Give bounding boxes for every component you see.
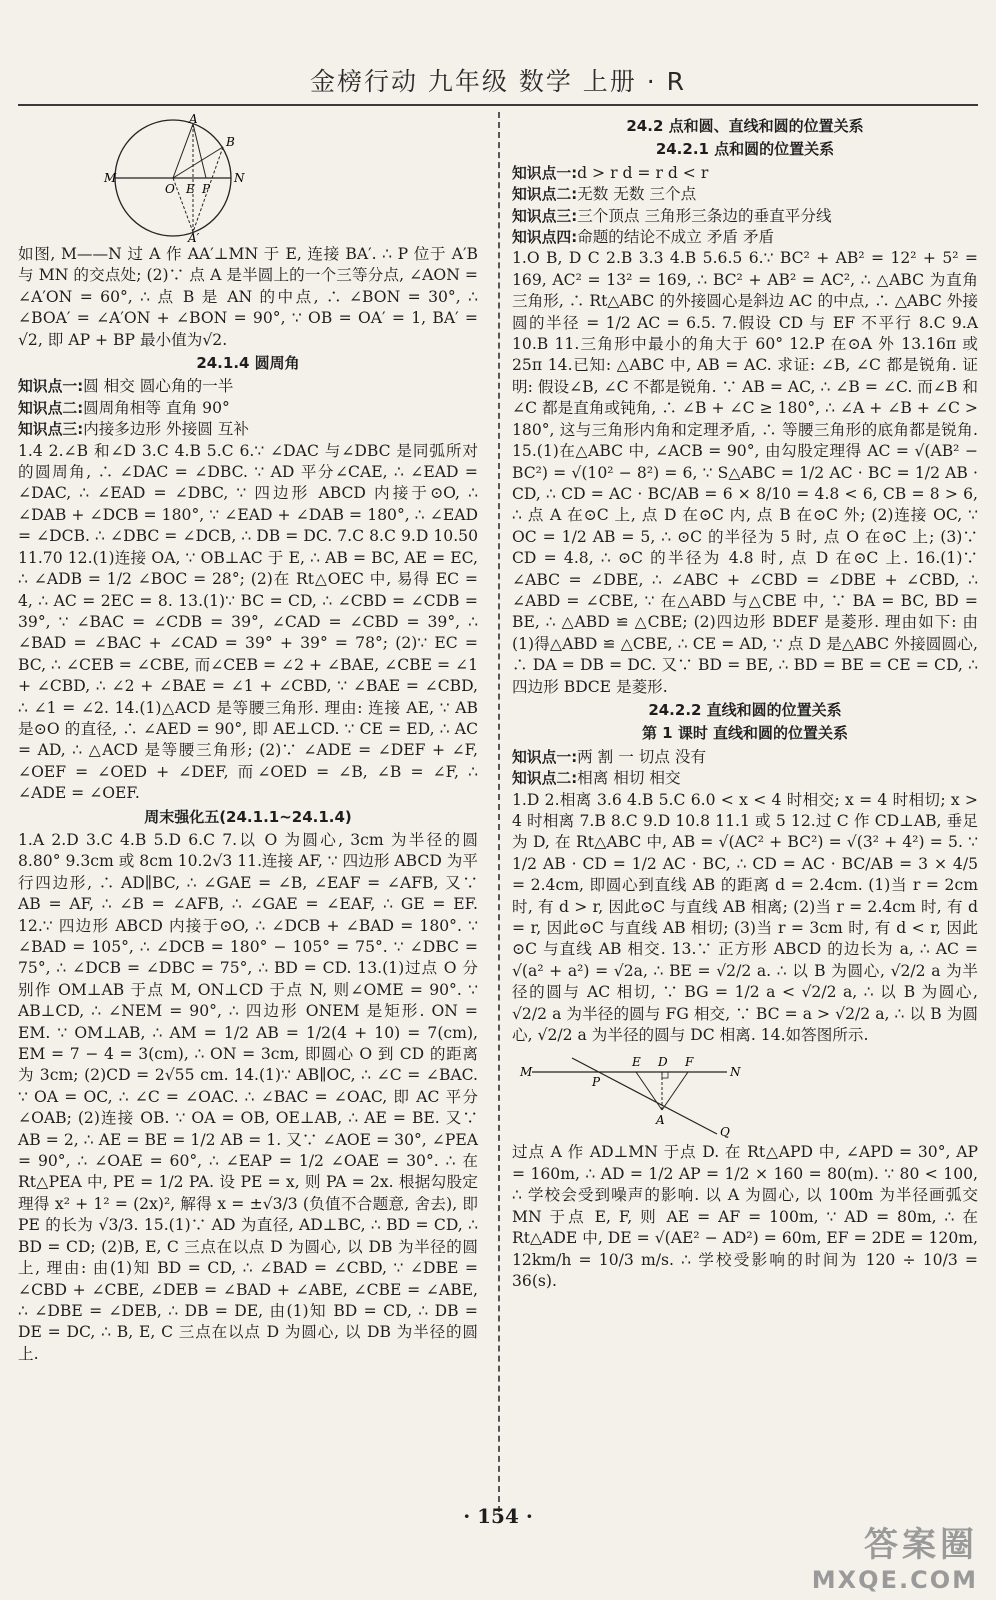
fig2-label-d: D xyxy=(658,1055,668,1070)
kp-text: 内接多边形 外接圆 互补 xyxy=(83,420,249,439)
section-title-weekend-review: 周末强化五(24.1.1~24.1.4) xyxy=(144,807,352,826)
page-header: 金榜行动 九年级 数学 上册 · R xyxy=(309,67,687,96)
kp-text: 无数 无数 三个点 xyxy=(577,185,697,204)
kp-label: 知识点三: xyxy=(18,421,84,439)
kp-text: 相离 相切 相交 xyxy=(577,769,681,788)
fig2-label-q: Q xyxy=(720,1125,730,1139)
kp-label: 知识点一: xyxy=(18,378,84,396)
fig2-label-e: E xyxy=(632,1055,641,1070)
road-figure xyxy=(512,1050,742,1138)
fig2-label-p: P xyxy=(592,1075,601,1090)
fig2-label-m: M xyxy=(520,1065,533,1080)
fig2-label-n: N xyxy=(730,1065,741,1080)
header-rule xyxy=(18,104,978,106)
section-title-inscribed-angle: 24.1.4 圆周角 xyxy=(196,354,300,373)
intro-answer: 如图, M——N 过 A 作 AA′⊥MN 于 E, 连接 BA′. ∴ P 位于 A′B 与 MN 的交点处; (2)∵ 点 A 是半圆上的一个三等分点, ∠AON = ∠A′ON = 60°, ∴ 点 B 是 AN 的中点, ∴ ∠BON = 30°, ∴ ∠BOA′ = ∠A′ON + ∠BON = 90°, ∵ OB = OA′ = 1, BA′ = √2, 即 AP + BP 最小值为√2. xyxy=(18,245,478,349)
kp-label: 知识点二: xyxy=(512,770,578,788)
kp-text: 圆 相交 圆心角的一半 xyxy=(83,377,234,396)
fig-label-b: B xyxy=(226,135,235,149)
right-column xyxy=(512,114,978,1292)
fig-label-a-prime: A′ xyxy=(188,231,200,242)
column-divider xyxy=(498,112,500,1512)
kp-label: 知识点四: xyxy=(512,229,578,247)
watermark-url: MXQE.COM xyxy=(811,1566,978,1594)
fig-label-o: O xyxy=(165,182,175,196)
kp-label: 知识点二: xyxy=(18,399,84,417)
watermark-title: 答案圈 xyxy=(864,1525,978,1565)
subsection-title-point-circle: 24.2.1 点和圆的位置关系 xyxy=(655,140,835,159)
kp-text: 圆周角相等 直角 90° xyxy=(83,398,230,417)
section-answers: 过点 A 作 AD⊥MN 于点 D. 在 Rt△APD 中, ∠APD = 30°, AP = 160m, ∴ AD = 1/2 AP = 1/2 × 160 = 80(m). ∵ 80 < 100, ∴ 学校会受到噪声的影响. 以 A 为圆心, 以 100m 为半径画弧交 MN 于点 E, F, 则 AE = AF = 100m, ∵ AD = 80m, ∴ 在 Rt△ADE 中, DE = √(AE² − AD²) = 60m, EF = 2DE = 120m, 12km/h = 10/3 m/s. ∴ 学校受影响的时间为 120 ÷ 10/3 = 36(s). xyxy=(512,1143,978,1290)
section-answers: 1.4 2.∠B 和∠D 3.C 4.B 5.C 6.∵ ∠DAC 与∠DBC 是同弧所对的圆周角, ∴ ∠DAC = ∠DBC. ∵ AD 平分∠CAE, ∴ ∠EAD = ∠DAC, ∴ ∠EAD = ∠DBC, ∵ 四边形 ABCD 内接于⊙O, ∴ ∠DAB + ∠DCB = 180°, ∵ ∠EAD + ∠DAB = 180°, ∴ ∠EAD = ∠DCB. ∴ ∠DBC = ∠DCB, ∴ DB = DC. 7.C 8.C 9.D 10.50 11.70 12.(1)连接 OA, ∵ OB⊥AC 于 E, ∴ AB = BC, AE = EC, ∴ ∠ADB = 1/2 ∠BOC = 28°; (2)在 Rt△OEC 中, 易得 EC = 4, ∴ AC = 2EC = 8. 13.(1)∵ BC = CD, ∴ ∠CBD = ∠CDB = 39°, ∵ ∠BAC = ∠CDB = 39°, ∠CAD = ∠CBD = 39°, ∴ ∠BAD = ∠BAC + ∠CAD = 39° + 39° = 78°; (2)∵ EC = BC, ∴ ∠CEB = ∠CBE, 而∠CEB = ∠2 + ∠BAE, ∠CBE = ∠1 + ∠CBD, ∴ ∠2 + ∠BAE = ∠1 + ∠CBD, ∵ ∠BAE = ∠CBD, ∴ ∠1 = ∠2. 14.(1)△ACD 是等腰三角形. 理由: 连接 AE, ∵ AB 是⊙O 的直径, ∴ ∠AED = 90°, 即 AE⊥CD. ∵ CE = ED, ∴ AC = AD, ∴ △ACD 是等腰三角形; (2)∵ ∠ADE = ∠DEF + ∠F, ∠OEF = ∠OED + ∠DEF, 而∠OED = ∠B, ∠B = ∠F, ∴ ∠ADE = ∠OEF. xyxy=(18,441,478,803)
kp-text: 两 割 一 切点 没有 xyxy=(577,747,707,766)
kp-text: d > r d = r d < r xyxy=(577,163,709,182)
page-number: · 154 · xyxy=(463,1504,533,1528)
section-answers: 1.O B, D C 2.B 3.3 4.B 5.6.5 6.∵ BC² + AB² = 12² + 5² = 169, AC² = 13² = 169, ∴ BC² + AB² = AC², ∴ △ABC 为直角三角形, ∴ Rt△ABC 的外接圆心是斜边 AC 的中点, ∴ △ABC 外接圆的半径 = 1/2 AC = 6.5. 7.假设 CD 与 EF 不平行 8.C 9.A 10.B 11.三角形中最小的角大于 60° 12.P 在⊙A 外 13.16π 或 25π 14.已知: △ABC 中, AB = AC. 求证: ∠B, ∠C 都是锐角. 证明: 假设∠B, ∠C 不都是锐角. ∵ AB = AC, ∴ ∠B = ∠C. 而∠B 和∠C 都是直角或钝角, ∴ ∠B + ∠C ≥ 180°, ∴ ∠A + ∠B + ∠C > 180°, 这与三角形内角和定理矛盾, ∴ 等腰三角形的底角都是锐角. 15.(1)在△ABC 中, ∠ACB = 90°, 由勾股定理得 AC = √(AB² − BC²) = √(10² − 8²) = 6, ∵ S△ABC = 1/2 AC · BC = 1/2 AB · CD, ∴ CD = AC · BC/AB = 6 × 8/10 = 4.8 < 6, CB = 8 > 6, ∴ 点 A 在⊙C 上, 点 D 在⊙C 内, 点 B 在⊙C 外; (2)连接 OC, ∵ OC = 1/2 AB = 5, ∴ ⊙C 的半径为 5 时, 点 O 在⊙C 上; (3)∵ CD = 4.8, ∴ ⊙C 的半径为 4.8 时, 点 D 在⊙C 上. 16.(1)∵ ∠ABC = ∠DBE, ∴ ∠ABC + ∠CBD = ∠DBE + ∠CBD, ∴ ∠ABD = ∠CBE, ∵ 在△ABD 与△CBE 中, ∵ BA = BC, BD = BE, ∴ △ABD ≌ △CBE; (2)四边形 BDEF 是菱形. 理由如下: 由(1)得△ABD ≌ △CBE, ∴ CE = AD, ∵ 点 D 是△ABC 外接圆圆心, ∴ DA = DB = DC. 又∵ BD = BE, ∴ BD = BE = CE = CD, ∴ 四边形 BDCE 是菱形. xyxy=(512,249,978,696)
subsection-title-line-circle: 24.2.2 直线和圆的位置关系 xyxy=(648,700,842,719)
kp-label: 知识点二: xyxy=(512,186,578,204)
lesson-title: 第 1 课时 直线和圆的位置关系 xyxy=(641,724,849,743)
kp-text: 三个顶点 三角形三条边的垂直平分线 xyxy=(577,206,832,225)
fig-label-a: A xyxy=(189,114,198,126)
section-title-position: 24.2 点和圆、直线和圆的位置关系 xyxy=(626,117,864,135)
kp-text: 命题的结论不成立 矛盾 矛盾 xyxy=(577,228,775,247)
fig-label-p: P xyxy=(202,182,211,196)
kp-label: 知识点一: xyxy=(512,164,578,182)
fig-label-m: M xyxy=(104,171,117,185)
section-answers: 1.A 2.D 3.C 4.B 5.D 6.C 7.以 O 为圆心, 3cm 为半径的圆 8.80° 9.3cm 或 8cm 10.2√3 11.连接 AF, ∵ 四边形 ABCD 为平行四边形, ∴ AD∥BC, ∴ ∠GAE = ∠B, ∠EAF = ∠AFB, 又∵ AB = AF, ∴ ∠B = ∠AFB, ∴ ∠GAE = ∠EAF, ∴ GE = EF. 12.∵ 四边形 ABCD 内接于⊙O, ∴ ∠DCB + ∠BAD = 180°. ∵ ∠BAD = 105°, ∴ ∠DCB = 180° − 105° = 75°. ∵ ∠DBC = 75°, ∴ ∠DCB = ∠DBC = 75°, ∴ BD = CD. 13.(1)过点 O 分别作 OM⊥AB 于点 M, ON⊥CD 于点 N, 则∠OME = 90°. ∵ AB⊥CD, ∴ ∠NEM = 90°, ∴ 四边形 ONEM 是矩形. ON = EM. ∵ OM⊥AB, ∴ AM = 1/2 AB = 1/2(4 + 10) = 7(cm), EM = 7 − 4 = 3(cm), ∴ ON = 3cm, 即圆心 O 到 CD 的距离为 3cm; (2)CD = 2√55 cm. 14.(1)∵ AB∥OC, ∴ ∠C = ∠BAC. ∵ OA = OC, ∴ ∠C = ∠OAC. ∴ ∠BAC = ∠OAC, 即 AC 平分∠OAB; (2)连接 OB. ∵ OA = OB, OE⊥AB, ∴ AE = BE. 又∵ AB = 2, ∴ AE = BE = 1/2 AB = 1. 又∵ ∠AOE = 30°, ∠PEA = 90°, ∴ ∠OAE = 60°, ∴ ∠EAP = 1/2 ∠OAE = 30°. ∴ 在 Rt△PEA 中, PE = 1/2 PA. 设 PE = x, 则 PA = 2x. 根据勾股定理得 x² + 1² = (2x)², 解得 x = ±√3/3 (负值不合题意, 舍去), 即 PE 的长为 √3/3. 15.(1)∵ AD 为直径, AD⊥BC, ∴ BD = CD, ∴ BD = CD; (2)B, E, C 三点在以点 D 为圆心, 以 DB 为半径的圆上, 理由: 由(1)知 BD = CD, ∴ ∠BAD = ∠CBD, ∵ ∠DBE = ∠CBD + ∠CBE, ∠DEB = ∠BAD + ∠ABE, ∠CBE = ∠ABE, ∴ ∠DBE = ∠DEB, ∴ DB = DE, 由(1)知 BD = CD, ∴ DB = DE = DC, ∴ B, E, C 三点在以点 D 为圆心, 以 DB 为半径的圆上. xyxy=(18,830,478,1363)
section-answers: 1.D 2.相离 3.6 4.B 5.C 6.0 < x < 4 时相交; x = 4 时相切; x > 4 时相离 7.B 8.C 9.D 10.8 11.1 或 5 12.过 C 作 CD⊥AB, 垂足为 D, 在 Rt△ABC 中, AB = √(AC² + BC²) = √(3² + 4²) = 5. ∵ 1/2 AB · CD = 1/2 AC · BC, ∴ CD = AC · BC/AB = 3 × 4/5 = 2.4cm, 即圆心到直线 AB 的距离 d = 2.4cm. (1)当 r = 2cm 时, 有 d > r, 因此⊙C 与直线 AB 相离; (2)当 r = 2.4cm 时, 有 d = r, 因此⊙C 与直线 AB 相切; (3)当 r = 3cm 时, 有 d < r, 因此⊙C 与直线 AB 相交. 13.∵ 正方形 ABCD 的边长为 a, ∴ AC = √(a² + a²) = √2a, ∴ BE = √2/2 a. ∴ 以 B 为圆心, √2/2 a 为半径的圆与 AC 相切, ∵ BG = 1/2 a < √2/2 a, ∴ 以 B 为圆心, √2/2 a 为半径的圆与 FG 相交, ∵ BC = a > √2/2 a, ∴ 以 B 为圆心, √2/2 a 为半径的圆与 DC 相离. 14.如答图所示. xyxy=(512,790,978,1045)
kp-label: 知识点三: xyxy=(512,207,578,225)
circle-figure xyxy=(78,114,268,242)
fig-label-e: E xyxy=(186,182,195,196)
left-column xyxy=(18,114,478,1365)
fig-label-n: N xyxy=(234,171,245,185)
watermark-logo xyxy=(812,1517,978,1594)
kp-label: 知识点一: xyxy=(512,748,578,766)
fig2-label-f: F xyxy=(685,1055,694,1070)
fig2-label-a: A xyxy=(656,1113,665,1128)
